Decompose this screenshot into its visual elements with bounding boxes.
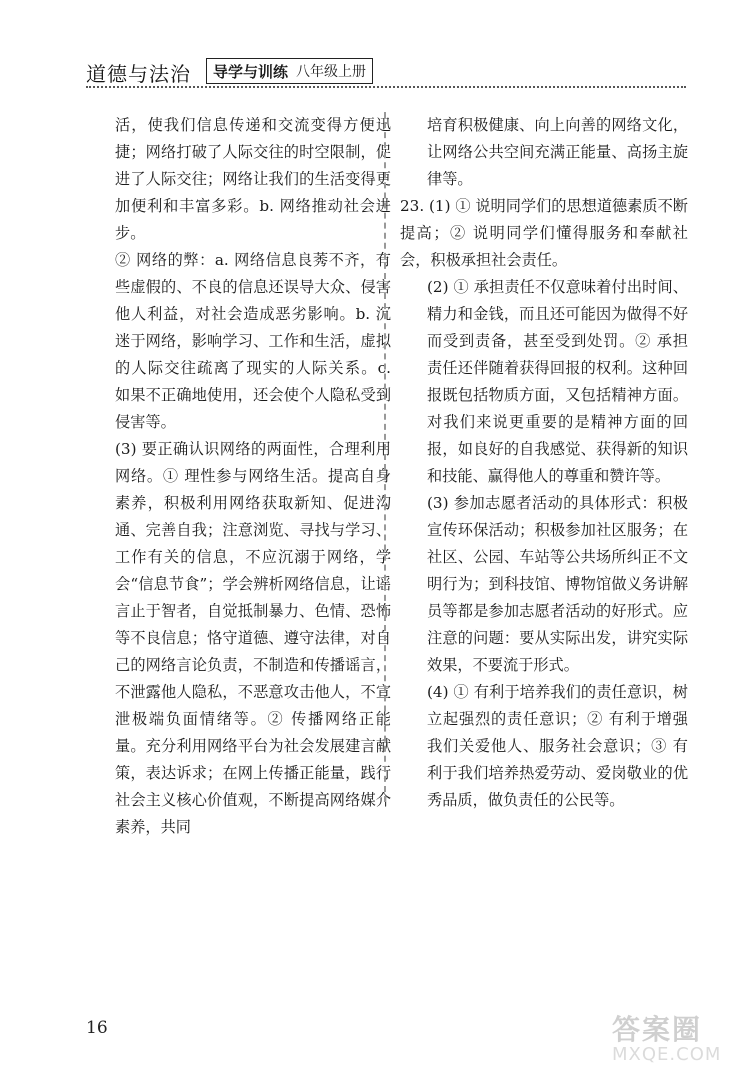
paragraph: 培育积极健康、向上向善的网络文化，让网络公共空间充满正能量、高扬主旋律等。 bbox=[427, 116, 688, 188]
watermark-logo-text: 答案圈 bbox=[612, 1013, 703, 1046]
question-23-part-2: (2) ① 承担责任不仅意味着付出时间、精力和金钱，而且还可能因为做得不好而受到责备，甚至受到处罚。② 承担责任还伴随着获得回报的权利。这种回报既包括物质方面，又包括精神方面。对我们来说更重要的是精神方面的回报，如良好的自我感觉、获得新的知识和技能、赢得他人的尊重和赞许等。 bbox=[427, 278, 688, 485]
column-divider bbox=[384, 112, 386, 802]
question-23-part-4: (4) ① 有利于培养我们的责任意识，树立起强烈的责任意识；② 有利于增强我们关爱他人、服务社会意识；③ 有利于我们培养热爱劳动、爱岗敬业的优秀品质，做负责任的公民等。 bbox=[427, 683, 688, 809]
paragraph: (3) 要正确认识网络的两面性，合理利用网络。① 理性参与网络生活。提高自身素养，积极利用网络获取新知、促进沟通、完善自我；注意浏览、寻找与学习、工作有关的信息，不应沉溺于网络，学会“信息节食”；学会辨析网络信息，让谣言止于智者，自觉抵制暴力、色情、恐怖等不良信息；恪守道德、遵守法律，对自己的网络言论负责，不制造和传播谣言，不泄露他人隐私，不恶意攻击他人，不宣泄极端负面情绪等。② 传播网络正能量。充分利用网络平台为社会发展建言献策，表达诉求；在网上传播正能量，践行社会主义核心价值观，不断提高网络媒介素养，共同 bbox=[115, 440, 391, 836]
watermark-logo bbox=[612, 1008, 742, 1068]
page-number: 16 bbox=[86, 1018, 108, 1038]
question-23-part-3: (3) 参加志愿者活动的具体形式：积极宣传环保活动；积极参加社区服务；在社区、公园、车站等公共场所纠正不文明行为；到科技馆、博物馆做义务讲解员等都是参加志愿者活动的好形式。应注意的问题：要从实际出发，讲究实际效果，不要流于形式。 bbox=[427, 494, 688, 674]
page-header bbox=[86, 52, 686, 92]
question-23-part-1: 23. (1) ① 说明同学们的思想道德素质不断提高；② 说明同学们懂得服务和奉献社会，积极承担社会责任。 bbox=[400, 197, 688, 269]
left-column bbox=[115, 112, 391, 841]
watermark-url: MXQE.COM bbox=[612, 1044, 722, 1065]
paragraph: ② 网络的弊：a. 网络信息良莠不齐，有些虚假的、不良的信息还误导大众、侵害他人利益，对社会造成恶劣影响。b. 沉迷于网络，影响学习、工作和生活，虚拟的人际交往疏离了现实的人际关系。c. 如果不正确地使用，还会使个人隐私受到侵害等。 bbox=[115, 251, 391, 431]
header-dotted-rule bbox=[86, 86, 686, 88]
subject-title: 道德与法治 bbox=[86, 62, 191, 86]
book-name: 导学与训练 bbox=[213, 62, 289, 81]
grade-label: 八年级上册 bbox=[296, 64, 367, 80]
right-column bbox=[400, 112, 688, 814]
book-title-box bbox=[206, 58, 373, 84]
paragraph: 活，使我们信息传递和交流变得方便迅捷；网络打破了人际交往的时空限制，促进了人际交往；网络让我们的生活变得更加便利和丰富多彩。b. 网络推动社会进步。 bbox=[115, 116, 391, 242]
